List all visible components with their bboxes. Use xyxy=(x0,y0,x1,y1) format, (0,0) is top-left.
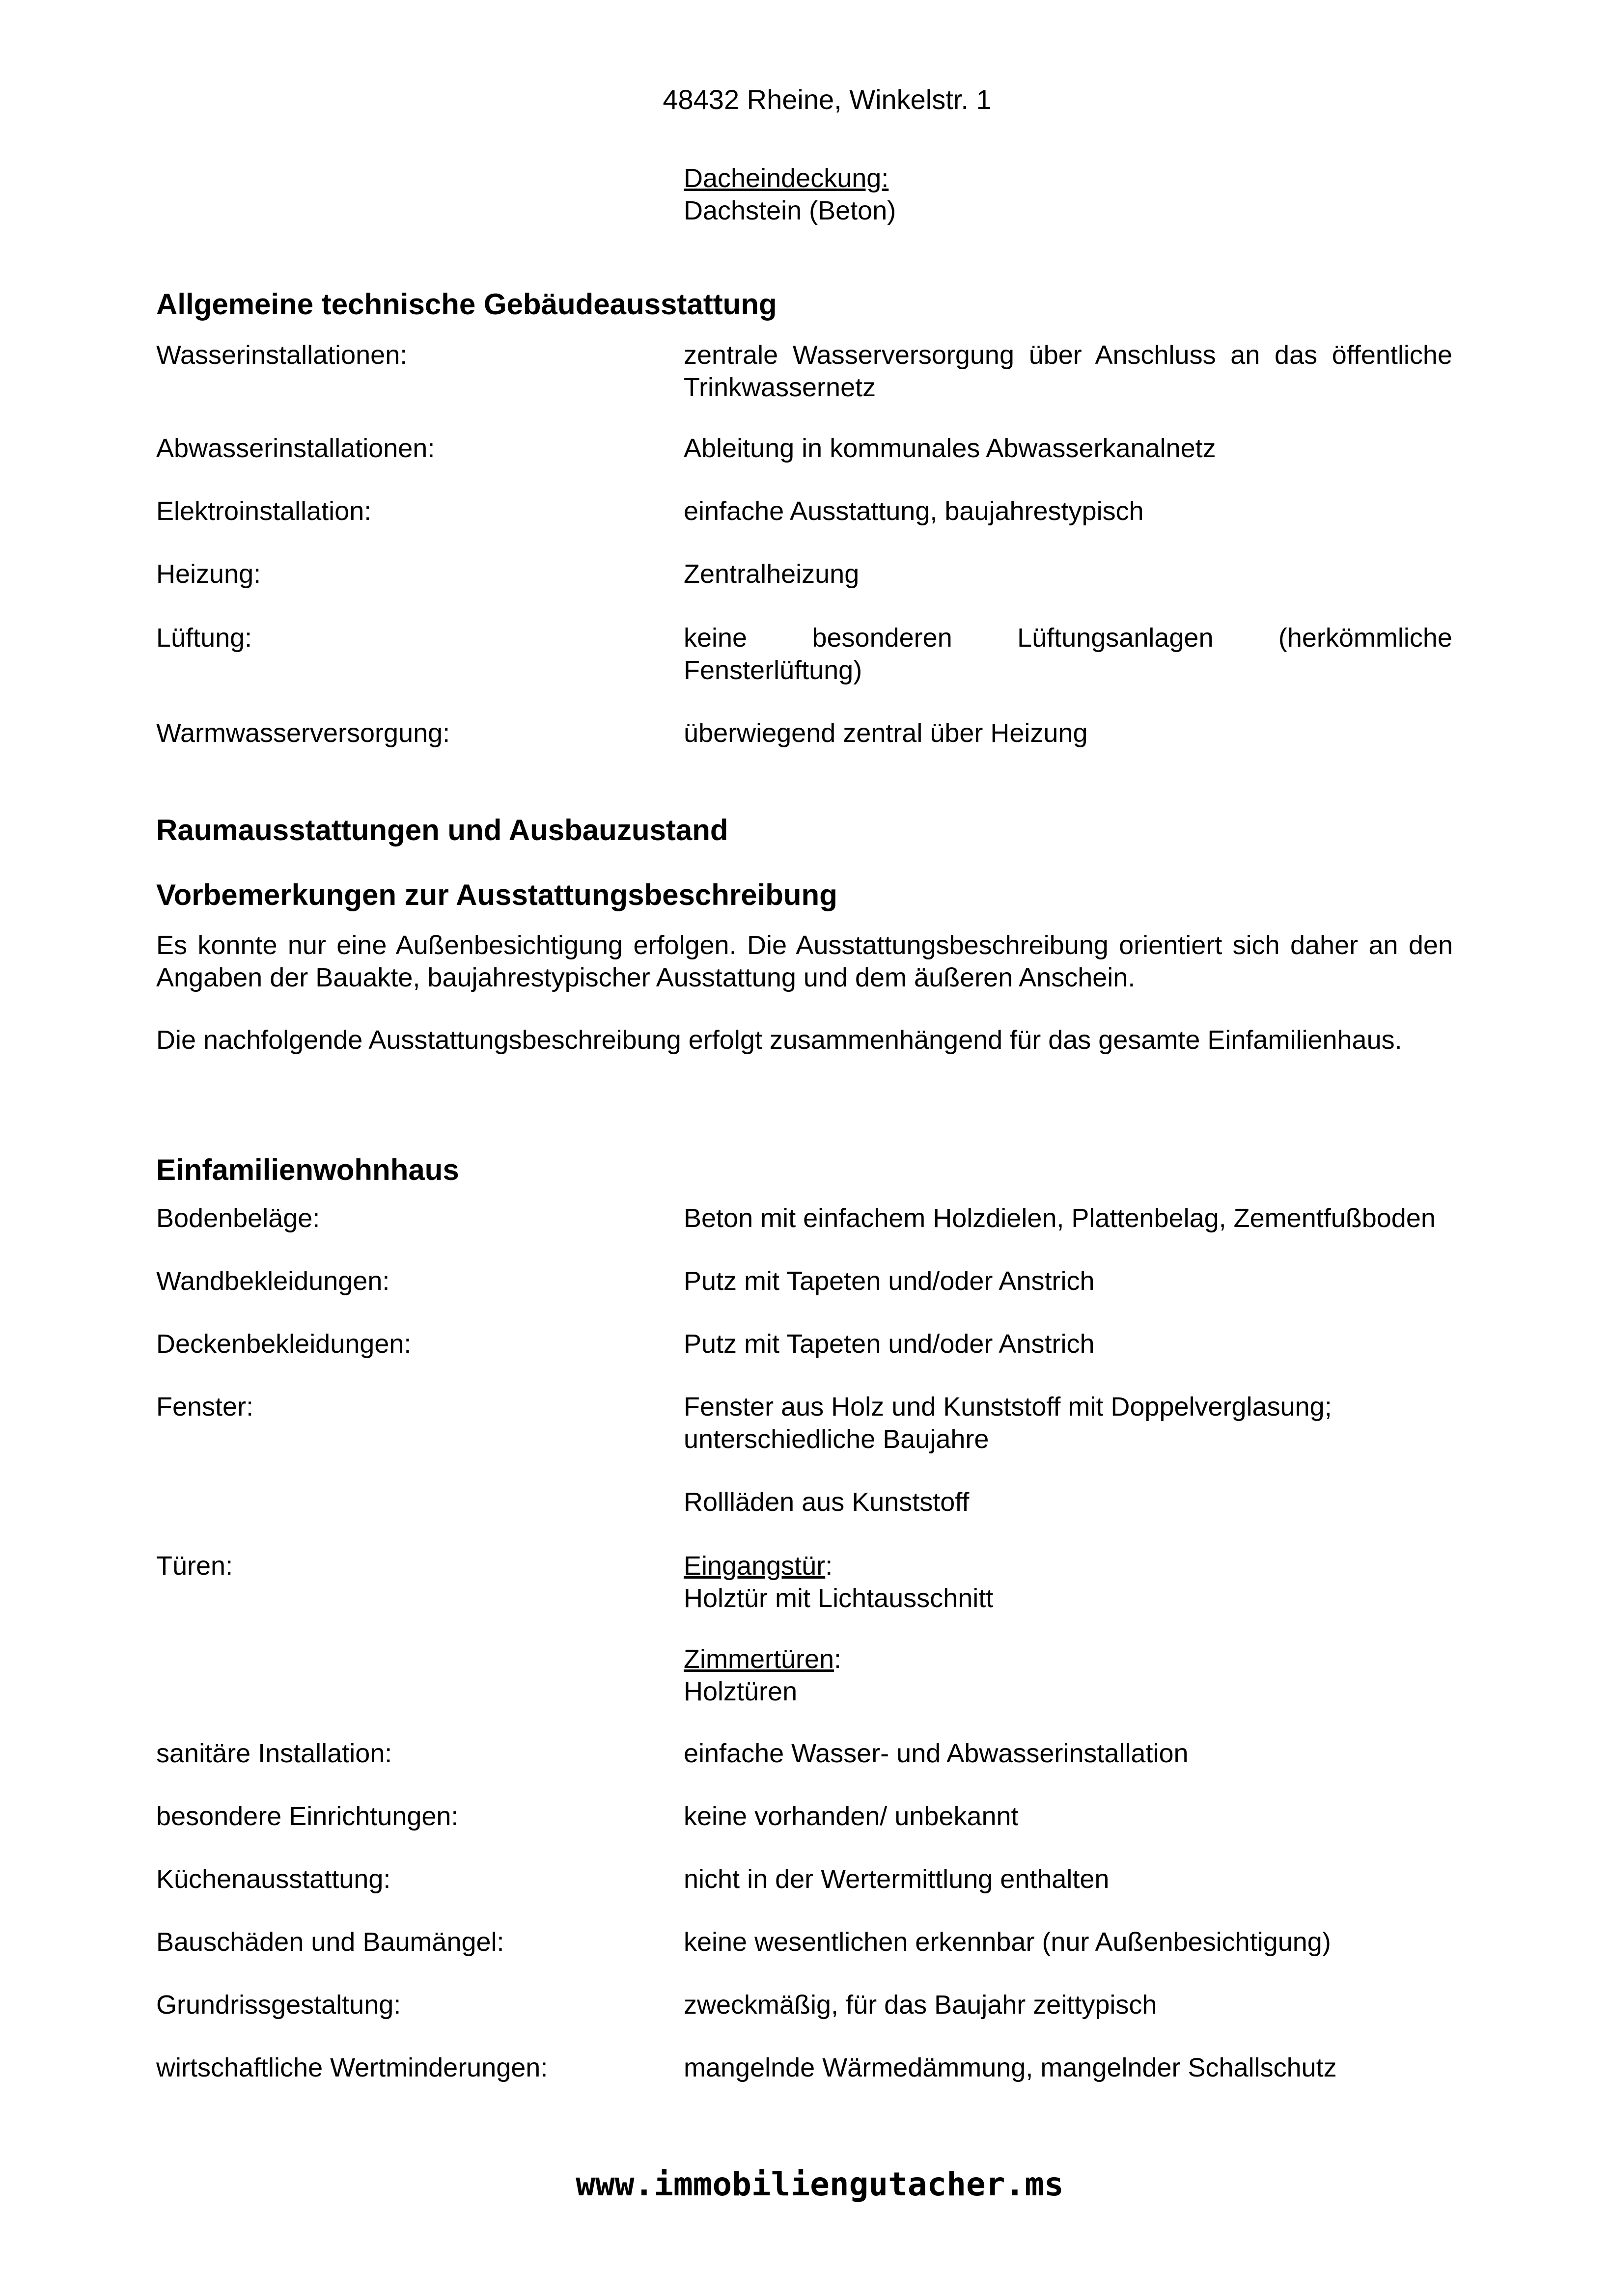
house-value-walls: Putz mit Tapeten und/oder Anstrich xyxy=(684,1266,1095,1296)
technical-label-hot-water: Warmwasserversorgung: xyxy=(156,718,450,748)
technical-value-ventilation xyxy=(684,622,1452,686)
windows-line-2: unterschiedliche Baujahre xyxy=(684,1424,989,1454)
ventilation-word: besonderen xyxy=(812,623,952,653)
technical-label-ventilation: Lüftung: xyxy=(156,623,252,653)
section-heading-rooms: Raumausstattungen und Ausbauzustand xyxy=(156,814,728,847)
roof-covering-value: Dachstein (Beton) xyxy=(684,196,896,225)
technical-label-electrical: Elektroinstallation: xyxy=(156,496,372,526)
house-label-special-equipment: besondere Einrichtungen: xyxy=(156,1802,459,1831)
house-value-special-equipment: keine vorhanden/ unbekannt xyxy=(684,1802,1019,1831)
house-value-flooring: Beton mit einfachem Holzdielen, Plattenbelag, Zementfußboden xyxy=(684,1203,1436,1233)
technical-label-water: Wasserinstallationen: xyxy=(156,340,408,370)
section-heading-house: Einfamilienwohnhaus xyxy=(156,1153,459,1186)
house-label-damages: Bauschäden und Baumängel: xyxy=(156,1927,504,1957)
technical-value-heating: Zentralheizung xyxy=(684,559,860,589)
technical-value-hot-water: überwiegend zentral über Heizung xyxy=(684,718,1088,748)
house-label-economic-depreciation: wirtschaftliche Wertminderungen: xyxy=(156,2053,548,2082)
house-label-kitchen: Küchenausstattung: xyxy=(156,1864,391,1894)
house-value-entrance-door xyxy=(684,1550,1452,1614)
house-label-doors: Türen: xyxy=(156,1551,233,1581)
roof-covering-label: Dacheindeckung: xyxy=(684,164,889,193)
interior-doors-value: Holztüren xyxy=(684,1677,798,1706)
house-value-sanitary: einfache Wasser- und Abwasserinstallation xyxy=(684,1739,1189,1768)
preliminary-paragraph-1: Es konnte nur eine Außenbesichtigung erfolgen. Die Ausstattungsbeschreibung orientiert sich daher an den Angaben der Bauakte, baujahrestypischer Ausstattung und dem äußeren Anschein. xyxy=(156,930,1453,992)
entrance-door-value: Holztür mit Lichtausschnitt xyxy=(684,1584,994,1613)
house-value-interior-doors xyxy=(684,1643,1452,1708)
house-value-windows xyxy=(684,1391,1452,1455)
house-value-economic-depreciation: mangelnde Wärmedämmung, mangelnder Schallschutz xyxy=(684,2053,1337,2082)
ventilation-line-2: Fensterlüftung) xyxy=(684,656,862,685)
entrance-door-title: Eingangstür: xyxy=(684,1551,833,1581)
house-label-windows: Fenster: xyxy=(156,1392,254,1421)
section-subheading-preliminary: Vorbemerkungen zur Ausstattungsbeschreibung xyxy=(156,878,837,911)
ventilation-word: Lüftungsanlagen xyxy=(1017,623,1214,653)
ventilation-word: (herkömmliche xyxy=(1278,623,1452,653)
roof-covering-block xyxy=(684,162,896,227)
ventilation-line-1 xyxy=(684,622,1452,654)
section-heading-technical: Allgemeine technische Gebäudeausstattung xyxy=(156,288,777,321)
house-label-flooring: Bodenbeläge: xyxy=(156,1203,320,1233)
technical-value-water: zentrale Wasserversorgung über Anschluss an das öffentliche Trinkwassernetz xyxy=(684,340,1452,402)
technical-label-wastewater: Abwasserinstallationen: xyxy=(156,434,435,463)
interior-doors-title: Zimmertüren: xyxy=(684,1644,842,1674)
footer-website-url: www.immobiliengutacher.ms xyxy=(576,2165,1064,2203)
windows-line-1: Fenster aus Holz und Kunststoff mit Doppelverglasung; xyxy=(684,1392,1332,1421)
house-value-kitchen: nicht in der Wertermittlung enthalten xyxy=(684,1864,1110,1894)
ventilation-word: keine xyxy=(684,623,748,653)
preliminary-paragraph-2: Die nachfolgende Ausstattungsbeschreibung erfolgt zusammenhängend für das gesamte Einfamilienhaus. xyxy=(156,1025,1402,1055)
house-label-ceilings: Deckenbekleidungen: xyxy=(156,1329,412,1359)
technical-value-wastewater: Ableitung in kommunales Abwasserkanalnetz xyxy=(684,434,1216,463)
house-value-ceilings: Putz mit Tapeten und/oder Anstrich xyxy=(684,1329,1095,1359)
technical-value-electrical: einfache Ausstattung, baujahrestypisch xyxy=(684,496,1144,526)
page-header-address: 48432 Rheine, Winkelstr. 1 xyxy=(663,84,992,115)
technical-label-heating: Heizung: xyxy=(156,559,261,589)
house-label-floor-plan: Grundrissgestaltung: xyxy=(156,1990,401,2020)
house-value-damages: keine wesentlichen erkennbar (nur Außenbesichtigung) xyxy=(684,1927,1331,1957)
house-value-floor-plan: zweckmäßig, für das Baujahr zeittypisch xyxy=(684,1990,1157,2020)
house-label-walls: Wandbekleidungen: xyxy=(156,1266,390,1296)
house-label-sanitary: sanitäre Installation: xyxy=(156,1739,392,1768)
house-value-shutters: Rollläden aus Kunststoff xyxy=(684,1487,970,1517)
